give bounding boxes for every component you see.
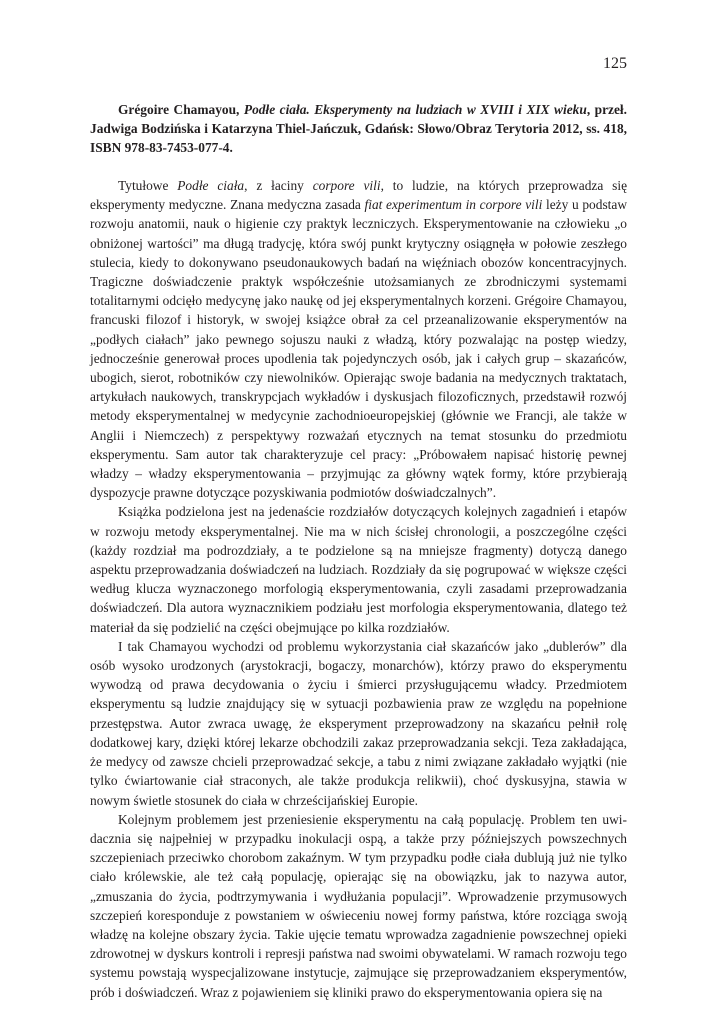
text-run: Tytułowe [118, 178, 178, 193]
text-run: , to ludzie, na których przeprowadza się eksperymenty medyczne. Znana medyczna zasada [90, 178, 628, 213]
paragraph [90, 502, 627, 636]
text-run: I tak Chamayou wychodzi od problemu wykorzystania ciał skazańców jako „dublerów” dla osób wysoko urodzonych (arystokracji, bogaczy, monarchów), którzy prawo do eksperymentu wywodzą od prawa decydowania o życiu i śmierci przysługującemu władcy. Przedmiotem eksperymentu są ludzie znajdujący się w sytuacji pozbawienia praw ze względu na popełnione przestępstwa. Autor zwraca uwagę, że eksperyment przeprowadzony na skazańcu pełnił rolę dodatkowej kary, dzięki której lekarze obchodzili zakaz przeprowadzania sekcji. Teza zakładająca, że medycy od zawsze chcieli przeprowadzać sekcje, a tabu z nimi związane zakładało wyjątki (nie tylko ćwiartowanie ciał straconych, ale także produkcja relikwii), choć dyskusyjna, stawia w nowym świetle stosunek do ciała w chrześcijańskiej Europie. [90, 638, 627, 808]
paragraph [90, 810, 627, 1002]
review-body [90, 176, 627, 1002]
italic-phrase: corpore vili [312, 178, 381, 193]
header-author: Grégoire Chamayou, [118, 102, 244, 117]
text-run: Książka podzielona jest na jedenaście rozdziałów dotyczących kolejnych zagadnień i etapów w rozwoju metody eksperymentalnej. Nie ma w nich ścisłej chronologii, a poszczególne części (każdy rozdział ma podrozdziały, a te podzielone są na mniejsze fragmenty) dotyczą danego aspektu przeprowadzania doświadczeń na ludziach. Rozdziały da się pogrupować w większe części według klucza wyznaczonego morfologią eksperymentowania, czyli zasadami przeprowadzania doświadczeń. Dla autora wyznacznikiem podziału jest morfologia eksperymentowania, dlatego też materiał da się podzielić na części obejmujące po kilka rozdziałów. [90, 504, 627, 635]
text-run: Kolejnym problemem jest przeniesienie eksperymentu na całą populację. Problem ten uwidacznia się najpełniej w przypadku inokulacji ospą, a także przy późniejszych powszechnych szczepieniach przeciwko chorobom zakaźnym. W tym przypadku podłe ciała dublują już nie tylko ciało królewskie, ale też całą populację, opierając się na obowiązku, jak to nazywa autor, „zmuszania do życia, podtrzymywania i wydłużania populacji”. Wprowadzenie przymusowych szczepień koresponduje z powstaniem w oświeceniu nowej formy państwa, które rozciąga swoją władzę na kolejne obszary życia. Takie ujęcie tematu wprowadza zagadnienie powszechnej opieki zdrowotnej w dyskurs kontroli i represji państwa nad swoimi obywatelami. W ramach rozwoju tego systemu powstają wyspecjalizowane instytucje, zajmujące się przeprowadzaniem eksperymentów, prób i doświadczeń. Wraz z pojawieniem się kliniki prawo do eksperymentowania opiera się na [90, 811, 627, 1000]
paragraph [90, 176, 627, 502]
review-header [90, 100, 627, 157]
header-book-title: Podłe ciała. Eksperymenty na ludziach w XVIII i XIX wieku [243, 102, 587, 117]
italic-phrase: Podłe ciała [177, 178, 245, 193]
paragraph [90, 637, 627, 810]
text-run: , z łaciny [244, 178, 313, 193]
page-number: 125 [603, 55, 627, 72]
text-run: leży u podstaw rozwoju anatomii, nauk o higienie czy praktyk leczniczych. Eksperymentowanie na człowieku „o obniżonej wartości” ma długą tradycję, która swój punkt krytyczny osiągnęła w połowie zeszłego stulecia, kiedy to dokonywano pseudonaukowych badań na więźniach obozów koncentracyjnych. Tragiczne doświadczenie praktyk współcześnie utożsamianych ze zbrodniczymi systemami totalitarnymi odcięło medycynę jako naukę od jej eksperymentalnych korzeni. Grégoire Chamayou, francuski filozof i historyk, w swojej książce obrał za cel przeanalizowanie eksperymentów na „podłych ciałach” jako pewnego sojuszu nauki z władzą, który pozwalając na postęp wiedzy, jednocześnie generował proces upodlenia tak pojedynczych osób, jak i całych grup – skazańców, ubogich, sierot, robotników czy niewolników. Opierając swoje badania na medycznych traktatach, artykułach naukowych, transkrypcjach wykładów i dyskusjach filozoficznych, przedstawił rozwój metody eksperymentalnej w medycynie zachodnioeuropejskiej (głównie we Francji, ale także w Anglii i Niemczech) z perspektywy rozważań etycznych na temat stosunku do przedmiotu eksperymentu. Sam autor tak charakteryzuje cel pracy: „Próbowałem napisać historię pewnej władzy – władzy eksperymentowania – przyjmując za główny wątek formy, które przybierają dyspozycje prawne dotyczące pozyskiwania podmiotów doświadczalnych”. [90, 197, 627, 501]
header-publication-details: , przeł. Jadwiga Bodzińska i Katarzyna Thiel-Jańczuk, Gdańsk: Słowo/Obraz Terytoria 2012, ss. 418, ISBN 978-83-7453-077-4. [90, 102, 628, 155]
italic-phrase: fiat experimentum in corpore vili [364, 197, 543, 213]
page-content [90, 100, 627, 1002]
